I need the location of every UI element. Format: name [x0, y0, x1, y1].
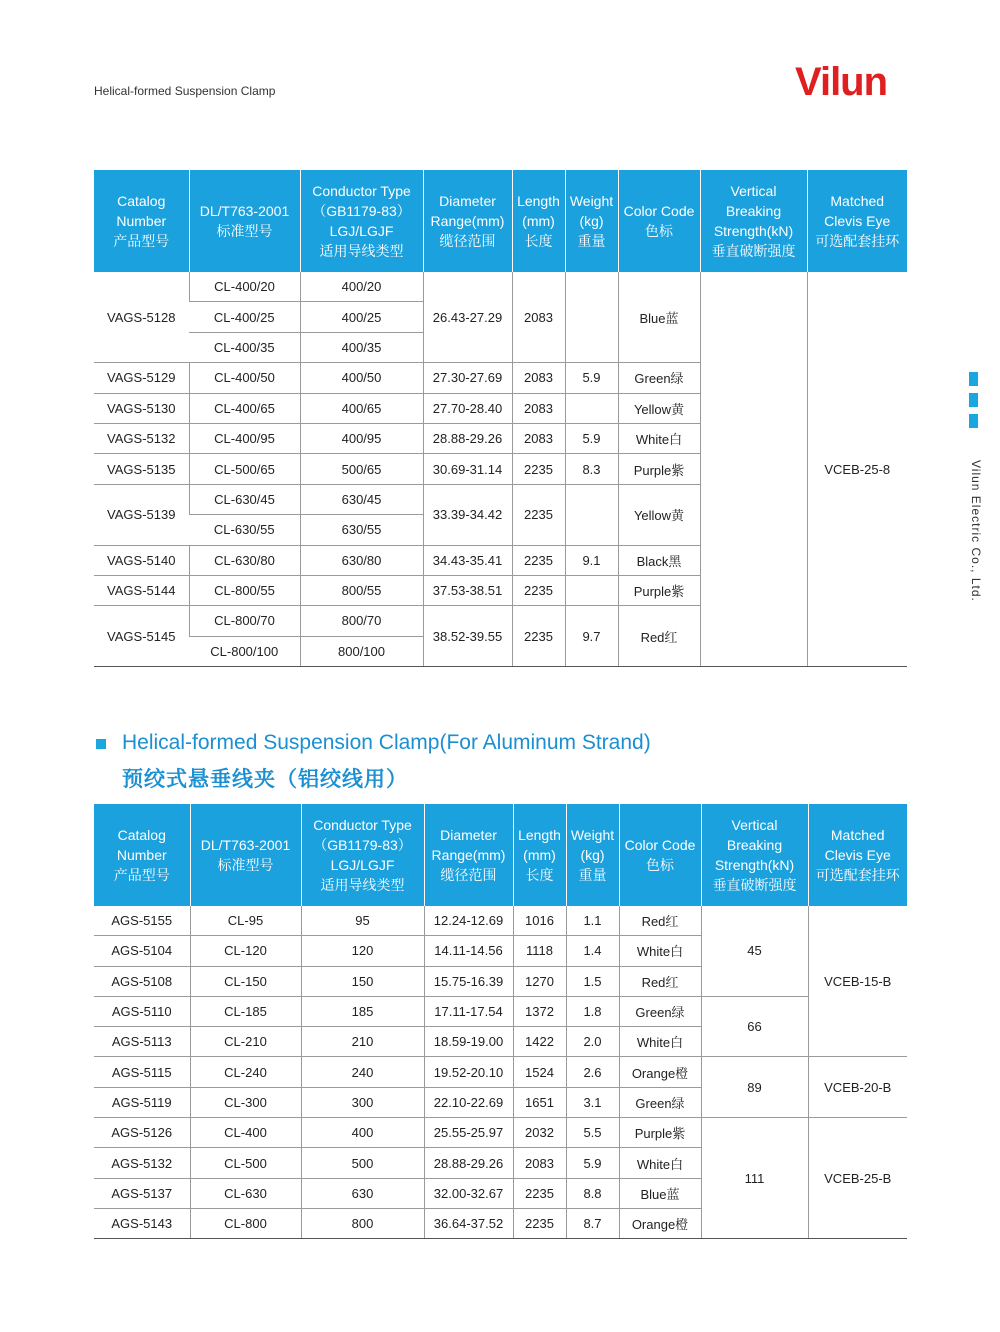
- standard-cell: CL-500: [190, 1148, 301, 1178]
- catalog-cell: VAGS-5145: [94, 606, 189, 667]
- header-title: Helical-formed Suspension Clamp: [94, 84, 276, 98]
- table-header-row: [94, 804, 907, 906]
- catalog-cell: AGS-5132: [94, 1148, 190, 1178]
- catalog-cell: AGS-5110: [94, 996, 190, 1026]
- color-cell: Green绿: [618, 363, 700, 393]
- catalog-cell: VAGS-5132: [94, 423, 189, 453]
- strength-cell: 45: [701, 906, 808, 996]
- conductor-cell: 630/45: [300, 484, 423, 514]
- color-cell: White白: [619, 936, 701, 966]
- color-cell: Orange橙: [619, 1208, 701, 1238]
- color-cell: Black黑: [618, 545, 700, 575]
- strength-cell: 111: [701, 1118, 808, 1239]
- table-row: [94, 906, 907, 936]
- table-row: [94, 1118, 907, 1148]
- standard-cell: CL-400/50: [189, 363, 300, 393]
- clevis-cell: VCEB-25-B: [808, 1118, 907, 1239]
- header-diameter: Diameter Range(mm) 缆径范围: [423, 170, 512, 272]
- standard-cell: CL-240: [190, 1057, 301, 1087]
- catalog-cell: VAGS-5129: [94, 363, 189, 393]
- diameter-cell: 37.53-38.51: [423, 575, 512, 605]
- length-cell: 2235: [513, 1178, 566, 1208]
- section-title-en: Helical-formed Suspension Clamp(For Aluminum Strand): [122, 731, 651, 754]
- catalog-cell: AGS-5126: [94, 1118, 190, 1148]
- standard-cell: CL-185: [190, 996, 301, 1026]
- diameter-cell: 12.24-12.69: [424, 906, 513, 936]
- standard-cell: CL-300: [190, 1087, 301, 1117]
- standard-cell: CL-800/70: [189, 606, 300, 636]
- length-cell: 2083: [512, 393, 565, 423]
- weight-cell: 5.9: [565, 363, 618, 393]
- diameter-cell: 36.64-37.52: [424, 1208, 513, 1238]
- diameter-cell: 27.70-28.40: [423, 393, 512, 423]
- weight-cell: 5.9: [566, 1148, 619, 1178]
- table-row: [94, 1057, 907, 1087]
- conductor-cell: 630: [301, 1178, 424, 1208]
- catalog-cell: VAGS-5130: [94, 393, 189, 423]
- standard-cell: CL-630/45: [189, 484, 300, 514]
- color-cell: Orange橙: [619, 1057, 701, 1087]
- clevis-cell: VCEB-15-B: [808, 906, 907, 1057]
- conductor-cell: 800/100: [300, 636, 423, 666]
- header-color: Color Code 色标: [619, 804, 701, 906]
- side-mark: [969, 414, 978, 428]
- diameter-cell: 22.10-22.69: [424, 1087, 513, 1117]
- catalog-cell: VAGS-5140: [94, 545, 189, 575]
- diameter-cell: 15.75-16.39: [424, 966, 513, 996]
- color-cell: Purple紫: [618, 575, 700, 605]
- diameter-cell: 25.55-25.97: [424, 1118, 513, 1148]
- weight-cell: [565, 575, 618, 605]
- conductor-cell: 500/65: [300, 454, 423, 484]
- spec-table-1: [94, 170, 907, 667]
- clevis-cell: VCEB-25-8: [807, 272, 907, 667]
- weight-cell: [565, 393, 618, 423]
- header-color: Color Code 色标: [618, 170, 700, 272]
- catalog-cell: VAGS-5144: [94, 575, 189, 605]
- header-diameter: Diameter Range(mm) 缆径范围: [424, 804, 513, 906]
- weight-cell: 1.4: [566, 936, 619, 966]
- section-title-zh: 预绞式悬垂线夹（铝绞线用）: [122, 768, 408, 791]
- conductor-cell: 400/25: [300, 302, 423, 332]
- diameter-cell: 26.43-27.29: [423, 272, 512, 363]
- conductor-cell: 800: [301, 1208, 424, 1238]
- length-cell: 2083: [513, 1148, 566, 1178]
- standard-cell: CL-630: [190, 1178, 301, 1208]
- vilun-logo: Vilun: [795, 60, 888, 104]
- conductor-cell: 150: [301, 966, 424, 996]
- length-cell: 1651: [513, 1087, 566, 1117]
- color-cell: Yellow黄: [618, 393, 700, 423]
- diameter-cell: 14.11-14.56: [424, 936, 513, 966]
- standard-cell: CL-800/55: [189, 575, 300, 605]
- conductor-cell: 400/35: [300, 332, 423, 362]
- weight-cell: 8.3: [565, 454, 618, 484]
- conductor-cell: 400: [301, 1118, 424, 1148]
- header-strength: Vertical Breaking Strength(kN) 垂直破断强度: [701, 804, 808, 906]
- diameter-cell: 34.43-35.41: [423, 545, 512, 575]
- weight-cell: 9.7: [565, 606, 618, 667]
- standard-cell: CL-400: [190, 1118, 301, 1148]
- color-cell: Red红: [619, 966, 701, 996]
- diameter-cell: 30.69-31.14: [423, 454, 512, 484]
- catalog-cell: AGS-5143: [94, 1208, 190, 1238]
- standard-cell: CL-120: [190, 936, 301, 966]
- catalog-cell: VAGS-5139: [94, 484, 189, 545]
- length-cell: 1422: [513, 1027, 566, 1057]
- conductor-cell: 630/80: [300, 545, 423, 575]
- weight-cell: 2.0: [566, 1027, 619, 1057]
- color-cell: Yellow黄: [618, 484, 700, 545]
- length-cell: 2235: [513, 1208, 566, 1238]
- catalog-cell: AGS-5137: [94, 1178, 190, 1208]
- standard-cell: CL-150: [190, 966, 301, 996]
- catalog-cell: AGS-5113: [94, 1027, 190, 1057]
- diameter-cell: 38.52-39.55: [423, 606, 512, 667]
- header-conductor: Conductor Type （GB1179-83） LGJ/LGJF 适用导线类型: [301, 804, 424, 906]
- conductor-cell: 400/50: [300, 363, 423, 393]
- color-cell: Red红: [619, 906, 701, 936]
- standard-cell: CL-500/65: [189, 454, 300, 484]
- spec-table-2: [94, 804, 907, 1239]
- conductor-cell: 185: [301, 996, 424, 1026]
- weight-cell: 1.1: [566, 906, 619, 936]
- length-cell: 1372: [513, 996, 566, 1026]
- header-standard: DL/T763-2001 标准型号: [189, 170, 300, 272]
- length-cell: 2235: [512, 575, 565, 605]
- diameter-cell: 17.11-17.54: [424, 996, 513, 1026]
- catalog-cell: AGS-5108: [94, 966, 190, 996]
- length-cell: 2032: [513, 1118, 566, 1148]
- header-catalog: Catalog Number 产品型号: [94, 170, 189, 272]
- header-clevis: Matched Clevis Eye 可选配套挂环: [807, 170, 907, 272]
- color-cell: Blue蓝: [619, 1178, 701, 1208]
- side-mark: [969, 372, 978, 386]
- table-header-row: [94, 170, 907, 272]
- conductor-cell: 300: [301, 1087, 424, 1117]
- standard-cell: CL-400/25: [189, 302, 300, 332]
- color-cell: White白: [618, 423, 700, 453]
- conductor-cell: 800/55: [300, 575, 423, 605]
- weight-cell: 2.6: [566, 1057, 619, 1087]
- standard-cell: CL-400/65: [189, 393, 300, 423]
- square-bullet-icon: [96, 739, 106, 749]
- weight-cell: [565, 272, 618, 363]
- color-cell: Blue蓝: [618, 272, 700, 363]
- length-cell: 1524: [513, 1057, 566, 1087]
- weight-cell: [565, 484, 618, 545]
- length-cell: 2083: [512, 272, 565, 363]
- side-marks-decoration: [969, 372, 978, 435]
- header-length: Length (mm) 长度: [512, 170, 565, 272]
- header-weight: Weight (kg) 重量: [565, 170, 618, 272]
- color-cell: Purple紫: [619, 1118, 701, 1148]
- catalog-cell: AGS-5155: [111, 913, 173, 929]
- standard-cell: CL-400/35: [189, 332, 300, 362]
- length-cell: 1016: [513, 906, 566, 936]
- standard-cell: CL-800/100: [189, 636, 300, 666]
- conductor-cell: 120: [301, 936, 424, 966]
- side-company-text: Vilun Electric Co., Ltd.: [969, 460, 983, 602]
- catalog-cell: AGS-5104: [94, 936, 190, 966]
- header-length: Length (mm) 长度: [513, 804, 566, 906]
- table-row: [94, 272, 907, 302]
- weight-cell: 1.8: [566, 996, 619, 1026]
- color-cell: Red红: [618, 606, 700, 667]
- weight-cell: 1.5: [566, 966, 619, 996]
- standard-cell: CL-800: [190, 1208, 301, 1238]
- diameter-cell: 33.39-34.42: [423, 484, 512, 545]
- header-conductor: Conductor Type （GB1179-83） LGJ/LGJF 适用导线类型: [300, 170, 423, 272]
- conductor-cell: 400/20: [300, 272, 423, 302]
- catalog-cell: AGS-5119: [94, 1087, 190, 1117]
- conductor-cell: 95: [301, 906, 424, 936]
- diameter-cell: 19.52-20.10: [424, 1057, 513, 1087]
- conductor-cell: 210: [301, 1027, 424, 1057]
- standard-cell: CL-400/95: [189, 423, 300, 453]
- header-strength: Vertical Breaking Strength(kN) 垂直破断强度: [700, 170, 807, 272]
- weight-cell: 9.1: [565, 545, 618, 575]
- diameter-cell: 27.30-27.69: [423, 363, 512, 393]
- strength-cell: [700, 272, 807, 667]
- color-cell: White白: [619, 1027, 701, 1057]
- header-clevis: Matched Clevis Eye 可选配套挂环: [808, 804, 907, 906]
- length-cell: 2083: [512, 423, 565, 453]
- conductor-cell: 400/65: [300, 393, 423, 423]
- color-cell: Green绿: [619, 996, 701, 1026]
- standard-cell: CL-630/55: [189, 515, 300, 545]
- weight-cell: 8.8: [566, 1178, 619, 1208]
- length-cell: 1270: [513, 966, 566, 996]
- conductor-cell: 500: [301, 1148, 424, 1178]
- side-mark: [969, 393, 978, 407]
- standard-cell: CL-630/80: [189, 545, 300, 575]
- conductor-cell: 240: [301, 1057, 424, 1087]
- diameter-cell: 32.00-32.67: [424, 1178, 513, 1208]
- length-cell: 2235: [512, 484, 565, 545]
- color-cell: Purple紫: [618, 454, 700, 484]
- clevis-cell: VCEB-20-B: [808, 1057, 907, 1118]
- header-catalog: Catalog Number 产品型号: [94, 804, 190, 906]
- weight-cell: 5.5: [566, 1118, 619, 1148]
- weight-cell: 5.9: [565, 423, 618, 453]
- standard-cell: CL-95: [190, 906, 301, 936]
- length-cell: 2235: [512, 606, 565, 667]
- table-row: [94, 996, 907, 1026]
- diameter-cell: 28.88-29.26: [423, 423, 512, 453]
- catalog-cell: AGS-5115: [94, 1057, 190, 1087]
- conductor-cell: 400/95: [300, 423, 423, 453]
- strength-cell: 66: [701, 996, 808, 1057]
- color-cell: Green绿: [619, 1087, 701, 1117]
- standard-cell: CL-400/20: [189, 272, 300, 302]
- weight-cell: 3.1: [566, 1087, 619, 1117]
- length-cell: 2083: [512, 363, 565, 393]
- conductor-cell: 630/55: [300, 515, 423, 545]
- weight-cell: 8.7: [566, 1208, 619, 1238]
- header-standard: DL/T763-2001 标准型号: [190, 804, 301, 906]
- catalog-cell: VAGS-5128: [107, 309, 176, 325]
- length-cell: 1118: [513, 936, 566, 966]
- diameter-cell: 28.88-29.26: [424, 1148, 513, 1178]
- standard-cell: CL-210: [190, 1027, 301, 1057]
- length-cell: 2235: [512, 454, 565, 484]
- conductor-cell: 800/70: [300, 606, 423, 636]
- length-cell: 2235: [512, 545, 565, 575]
- catalog-cell: VAGS-5135: [94, 454, 189, 484]
- strength-cell: 89: [701, 1057, 808, 1118]
- diameter-cell: 18.59-19.00: [424, 1027, 513, 1057]
- color-cell: White白: [619, 1148, 701, 1178]
- header-weight: Weight (kg) 重量: [566, 804, 619, 906]
